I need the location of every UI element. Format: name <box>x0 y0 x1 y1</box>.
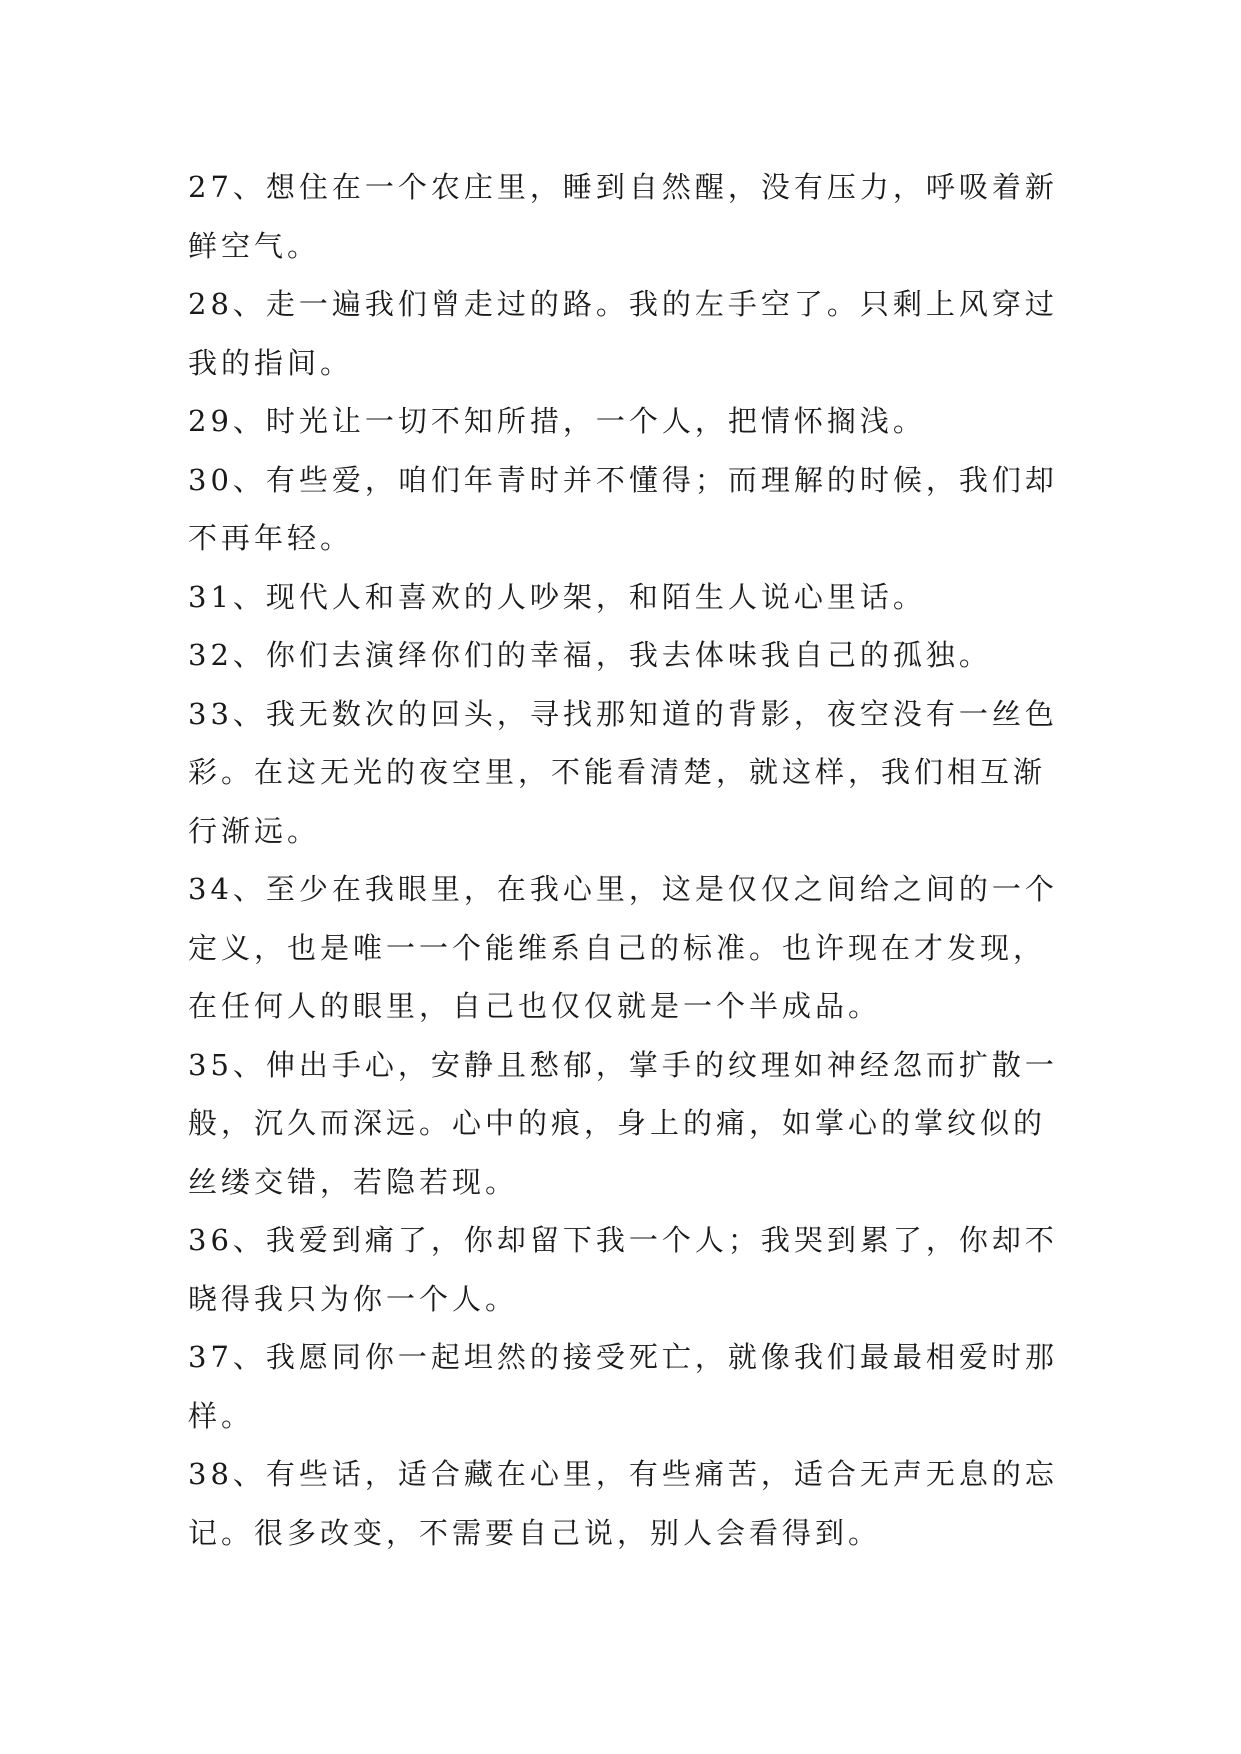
line: 31、现代人和喜欢的人吵架，和陌生人说心里话。 <box>188 579 926 614</box>
line: 般，沉久而深远。心中的痕，身上的痛，如掌心的掌纹似的 <box>188 1106 1047 1140</box>
line: 在任何人的眼里，自己也仅仅就是一个半成品。 <box>188 989 882 1023</box>
line: 我的指间。 <box>188 345 354 380</box>
paragraph-32 <box>188 626 1068 685</box>
line: 行渐远。 <box>188 813 321 848</box>
line: 30、有些爱，咱们年青时并不懂得；而理解的时候，我们却 <box>188 462 1058 497</box>
paragraph-37 <box>188 1328 1068 1445</box>
line: 鲜空气。 <box>188 228 321 263</box>
line: 35、伸出手心，安静且愁郁，掌手的纹理如神经忽而扩散一 <box>188 1047 1058 1082</box>
line: 36、我爱到痛了，你却留下我一个人；我哭到累了，你却不 <box>188 1223 1058 1257</box>
line: 丝缕交错，若隐若现。 <box>188 1164 519 1199</box>
line: 27、想住在一个农庄里，睡到自然醒，没有压力，呼吸着新 <box>188 170 1058 204</box>
paragraph-38 <box>188 1445 1068 1562</box>
line: 32、你们去演绎你们的幸福，我去体味我自己的孤独。 <box>188 638 992 672</box>
document-body <box>188 158 1068 1562</box>
line: 定义，也是唯一一个能维系自己的标准。也许现在才发现， <box>188 930 1047 965</box>
paragraph-33 <box>188 685 1068 861</box>
line: 28、走一遍我们曾走过的路。我的左手空了。只剩上风穿过 <box>188 287 1058 321</box>
line: 彩。在这无光的夜空里，不能看清楚，就这样，我们相互渐 <box>188 755 1047 789</box>
paragraph-34 <box>188 860 1068 1036</box>
paragraph-30 <box>188 451 1068 568</box>
line: 29、时光让一切不知所措，一个人，把情怀搁浅。 <box>188 404 926 438</box>
paragraph-36 <box>188 1211 1068 1328</box>
paragraph-27 <box>188 158 1068 275</box>
line: 37、我愿同你一起坦然的接受死亡，就像我们最最相爱时那 <box>188 1340 1058 1374</box>
paragraph-29 <box>188 392 1068 451</box>
line: 不再年轻。 <box>188 521 354 555</box>
line: 晓得我只为你一个人。 <box>188 1281 519 1316</box>
line: 38、有些话，适合藏在心里，有些痛苦，适合无声无息的忘 <box>188 1457 1058 1491</box>
line: 记。很多改变，不需要自己说，别人会看得到。 <box>188 1515 882 1550</box>
line: 34、至少在我眼里，在我心里，这是仅仅之间给之间的一个 <box>188 872 1058 906</box>
line: 样。 <box>188 1398 255 1433</box>
paragraph-31 <box>188 568 1068 627</box>
paragraph-28 <box>188 275 1068 392</box>
paragraph-35 <box>188 1036 1068 1212</box>
line: 33、我无数次的回头，寻找那知道的背影，夜空没有一丝色 <box>188 696 1058 731</box>
